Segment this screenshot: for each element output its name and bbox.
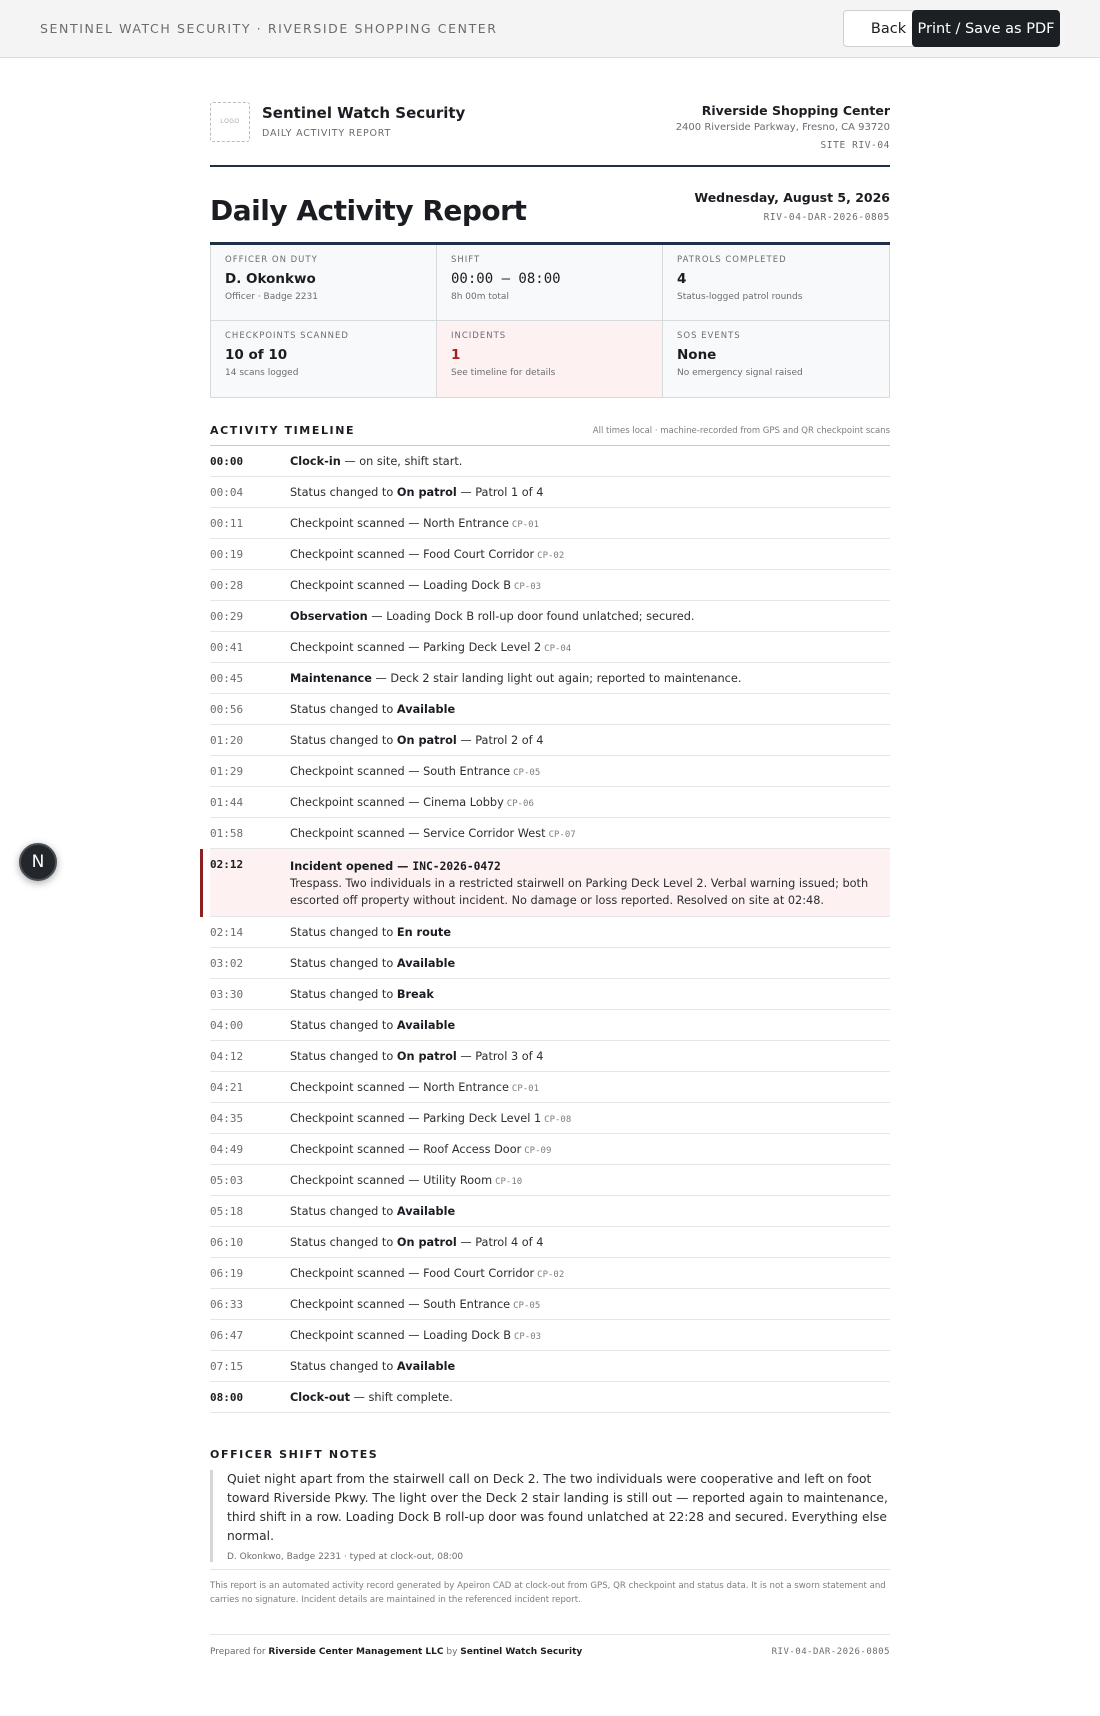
event-prefix: Checkpoint scanned — <box>290 1298 424 1311</box>
event-prefix: Status changed to <box>290 1050 397 1063</box>
company-name: Sentinel Watch Security <box>262 104 466 122</box>
timeline-row <box>210 1010 890 1041</box>
logo-placeholder: LOGO <box>210 102 250 142</box>
event-prefix: Status changed to <box>290 1236 397 1249</box>
timeline-time: 03:02 <box>210 957 244 970</box>
summary-sub: See timeline for details <box>451 368 556 378</box>
notes-heading: OFFICER SHIFT NOTES <box>210 1448 379 1461</box>
event-prefix: Checkpoint scanned — <box>290 1174 424 1187</box>
timeline-time: 06:47 <box>210 1329 244 1342</box>
timeline-description <box>290 610 694 623</box>
timeline-time: 05:18 <box>210 1205 244 1218</box>
timeline-time: 03:30 <box>210 988 244 1001</box>
event-keyword: Break <box>396 988 434 1001</box>
event-prefix: Status changed to <box>290 926 397 939</box>
timeline-time: 08:00 <box>210 1391 244 1404</box>
timeline-description <box>290 957 455 970</box>
summary-label: CHECKPOINTS SCANNED <box>225 331 349 341</box>
disclaimer-text: This report is an automated activity record generated by Apeiron CAD at clock-out from GPS, QR checkpoint and status data. It is not a sworn statement and carries no signature. Incident details are maintained in the referenced incident report. <box>210 1581 886 1605</box>
event-prefix: Status changed to <box>290 988 397 1001</box>
event-prefix: Status changed to <box>290 1360 397 1373</box>
timeline-time: 01:44 <box>210 796 244 809</box>
timeline-row <box>210 1196 890 1227</box>
timeline-row <box>210 1134 890 1165</box>
timeline-description <box>290 1050 543 1063</box>
timeline-time: 00:04 <box>210 486 244 499</box>
event-detail: — shift complete. <box>350 1391 453 1404</box>
checkpoint-code: CP-04 <box>544 644 572 654</box>
timeline-row <box>210 1351 890 1382</box>
event-keyword: Available <box>396 1360 456 1373</box>
timeline-description <box>290 486 543 499</box>
event-detail: — Patrol 4 of 4 <box>456 1236 544 1249</box>
timeline-time: 04:49 <box>210 1143 244 1156</box>
timeline-time: 05:03 <box>210 1174 244 1187</box>
checkpoint-name: Food Court Corridor <box>423 1267 535 1280</box>
timeline-time: 07:15 <box>210 1360 244 1373</box>
timeline-incident-row <box>210 849 890 917</box>
summary-label: PATROLS COMPLETED <box>677 255 787 265</box>
checkpoint-code: CP-01 <box>511 520 539 530</box>
timeline-description <box>290 641 571 654</box>
summary-sos <box>663 321 889 397</box>
timeline-description <box>290 1329 541 1342</box>
page-title: Daily Activity Report <box>210 194 527 227</box>
event-prefix: Status changed to <box>290 486 397 499</box>
toolbar-title: SENTINEL WATCH SECURITY · RIVERSIDE SHOPPING CENTER <box>40 21 498 36</box>
event-prefix: Checkpoint scanned — <box>290 641 424 654</box>
event-detail: — Patrol 1 of 4 <box>456 486 544 499</box>
summary-label: OFFICER ON DUTY <box>225 255 318 265</box>
assistant-fab-button[interactable]: N <box>19 843 57 881</box>
timeline-row <box>210 694 890 725</box>
timeline-description <box>290 672 741 685</box>
timeline-time: 00:45 <box>210 672 244 685</box>
event-prefix: Checkpoint scanned — <box>290 1329 424 1342</box>
timeline-description <box>290 1236 543 1249</box>
timeline-description <box>290 734 543 747</box>
activity-timeline <box>210 445 890 1413</box>
header-divider <box>210 165 890 167</box>
event-keyword: Clock-in <box>290 455 341 468</box>
timeline-row <box>210 570 890 601</box>
footer-vendor: Sentinel Watch Security <box>460 1647 583 1657</box>
summary-value: 1 <box>451 347 461 363</box>
timeline-time: 06:19 <box>210 1267 244 1280</box>
checkpoint-name: Parking Deck Level 1 <box>423 1112 542 1125</box>
timeline-description <box>290 1360 455 1373</box>
timeline-time: 00:00 <box>210 455 244 468</box>
timeline-time: 04:35 <box>210 1112 244 1125</box>
site-code: SITE RIV-04 <box>820 140 890 151</box>
timeline-description <box>290 926 451 939</box>
checkpoint-name: Utility Room <box>423 1174 493 1187</box>
event-keyword: Maintenance <box>290 672 372 685</box>
timeline-description <box>290 796 534 809</box>
checkpoint-code: CP-08 <box>544 1115 572 1125</box>
timeline-time: 00:28 <box>210 579 244 592</box>
notes-text: Quiet night apart from the stairwell call on Deck 2. The two individuals were cooperative and left on foot toward Riverside Pkwy. The light over the Deck 2 stair landing is still out — reported again to maintenance, third shift in a row. Loading Dock B roll-up door was found unlatched at 22:28 and secured. Everything else normal. <box>227 1472 888 1543</box>
event-prefix: Checkpoint scanned — <box>290 827 424 840</box>
event-prefix: Status changed to <box>290 1019 397 1032</box>
event-prefix: Checkpoint scanned — <box>290 1081 424 1094</box>
checkpoint-code: CP-07 <box>548 830 576 840</box>
summary-value: D. Okonkwo <box>225 271 316 287</box>
summary-sub: Officer · Badge 2231 <box>225 292 318 302</box>
summary-checkpoints <box>211 321 437 397</box>
event-keyword: On patrol <box>396 1236 457 1249</box>
event-prefix: Checkpoint scanned — <box>290 1143 424 1156</box>
timeline-row <box>210 539 890 570</box>
checkpoint-name: North Entrance <box>423 517 509 530</box>
event-detail: — Patrol 3 of 4 <box>456 1050 544 1063</box>
summary-incidents <box>437 321 663 397</box>
event-detail: — on site, shift start. <box>340 455 463 468</box>
timeline-row <box>210 1227 890 1258</box>
event-keyword: En route <box>396 926 451 939</box>
event-prefix: Status changed to <box>290 957 397 970</box>
summary-label: INCIDENTS <box>451 331 507 341</box>
print-button[interactable]: Print / Save as PDF <box>912 10 1060 47</box>
checkpoint-name: Loading Dock B <box>423 579 511 592</box>
timeline-description <box>290 455 462 468</box>
timeline-time: 01:29 <box>210 765 244 778</box>
checkpoint-code: CP-05 <box>513 768 541 778</box>
timeline-row <box>210 1382 890 1413</box>
footer-by: by <box>443 1647 461 1657</box>
timeline-time: 00:56 <box>210 703 244 716</box>
checkpoint-name: South Entrance <box>423 765 511 778</box>
timeline-time: 04:12 <box>210 1050 244 1063</box>
timeline-description <box>290 517 539 530</box>
event-detail: — Loading Dock B roll-up door found unlatched; secured. <box>367 610 695 623</box>
timeline-row <box>210 446 890 477</box>
timeline-row <box>210 756 890 787</box>
event-prefix: Checkpoint scanned — <box>290 796 424 809</box>
timeline-row <box>210 917 890 948</box>
report-id: RIV-04-DAR-2026-0805 <box>763 212 890 223</box>
summary-grid <box>210 245 890 398</box>
checkpoint-code: CP-02 <box>537 1270 565 1280</box>
timeline-row <box>210 1165 890 1196</box>
timeline-row <box>210 1072 890 1103</box>
timeline-description <box>290 1112 571 1125</box>
checkpoint-name: Cinema Lobby <box>423 796 504 809</box>
checkpoint-code: CP-01 <box>511 1084 539 1094</box>
event-prefix: Checkpoint scanned — <box>290 548 424 561</box>
event-keyword: Available <box>396 703 456 716</box>
timeline-time: 02:12 <box>210 858 244 871</box>
footer-prepared-for <box>210 1647 582 1657</box>
checkpoint-code: CP-02 <box>537 551 565 561</box>
summary-officer <box>211 245 437 321</box>
incident-body: Trespass. Two individuals in a restricted stairwell on Parking Deck Level 2. Verbal warning issued; both escorted off property without incident. No damage or loss reported. Resolved on site at 02:48. <box>290 877 869 907</box>
event-prefix: Checkpoint scanned — <box>290 1112 424 1125</box>
timeline-row <box>210 787 890 818</box>
checkpoint-code: CP-10 <box>495 1177 523 1187</box>
timeline-description <box>290 858 890 909</box>
site-name: Riverside Shopping Center <box>701 103 890 118</box>
timeline-row <box>210 1289 890 1320</box>
timeline-time: 06:33 <box>210 1298 244 1311</box>
event-prefix: Status changed to <box>290 1205 397 1218</box>
timeline-time: 00:19 <box>210 548 244 561</box>
event-prefix: Checkpoint scanned — <box>290 517 424 530</box>
event-keyword: Available <box>396 1205 456 1218</box>
timeline-time: 02:14 <box>210 926 244 939</box>
checkpoint-name: Parking Deck Level 2 <box>423 641 542 654</box>
timeline-time: 04:21 <box>210 1081 244 1094</box>
timeline-heading: ACTIVITY TIMELINE <box>210 424 356 437</box>
summary-label: SOS EVENTS <box>677 331 741 341</box>
timeline-description <box>290 1081 539 1094</box>
checkpoint-name: North Entrance <box>423 1081 509 1094</box>
summary-sub: 8h 00m total <box>451 292 509 302</box>
checkpoint-code: CP-03 <box>513 1332 542 1342</box>
timeline-description <box>290 1205 455 1218</box>
timeline-row <box>210 1103 890 1134</box>
timeline-row <box>210 663 890 694</box>
checkpoint-code: CP-05 <box>513 1301 541 1311</box>
timeline-row <box>210 818 890 849</box>
incident-label: Incident opened — <box>290 860 413 873</box>
event-detail: — Patrol 2 of 4 <box>456 734 544 747</box>
event-keyword: On patrol <box>396 1050 457 1063</box>
event-keyword: Observation <box>290 610 368 623</box>
top-toolbar <box>0 0 1100 58</box>
company-subtitle: DAILY ACTIVITY REPORT <box>262 128 392 139</box>
summary-value: 00:00 – 08:00 <box>451 271 561 287</box>
event-keyword: Clock-out <box>290 1391 351 1404</box>
summary-label: SHIFT <box>451 255 481 265</box>
checkpoint-name: Roof Access Door <box>423 1143 522 1156</box>
summary-sub: No emergency signal raised <box>677 368 803 378</box>
event-prefix: Checkpoint scanned — <box>290 579 424 592</box>
incident-heading <box>290 858 890 875</box>
timeline-row <box>210 601 890 632</box>
back-button[interactable]: Back <box>843 10 934 47</box>
timeline-description <box>290 703 455 716</box>
event-keyword: On patrol <box>396 734 457 747</box>
event-keyword: On patrol <box>396 486 457 499</box>
timeline-time: 00:41 <box>210 641 244 654</box>
timeline-row <box>210 632 890 663</box>
notes-signature: D. Okonkwo, Badge 2231 · typed at clock-out, 08:00 <box>227 1552 464 1562</box>
incident-id: INC-2026-0472 <box>412 860 501 873</box>
timeline-description <box>290 1298 540 1311</box>
disclaimer-divider <box>210 1569 890 1570</box>
timeline-row <box>210 1320 890 1351</box>
event-detail: — Deck 2 stair landing light out again; reported to maintenance. <box>371 672 742 685</box>
timeline-row <box>210 725 890 756</box>
checkpoint-code: CP-06 <box>506 799 534 809</box>
event-keyword: Available <box>396 957 456 970</box>
timeline-description <box>290 765 540 778</box>
summary-sub: Status-logged patrol rounds <box>677 292 803 302</box>
timeline-description <box>290 1267 564 1280</box>
timeline-row <box>210 477 890 508</box>
timeline-description <box>290 1143 551 1156</box>
timeline-note: All times local · machine-recorded from GPS and QR checkpoint scans <box>592 426 890 436</box>
checkpoint-name: Loading Dock B <box>423 1329 511 1342</box>
officer-notes <box>210 1470 890 1562</box>
timeline-row <box>210 948 890 979</box>
summary-shift <box>437 245 663 321</box>
timeline-time: 06:10 <box>210 1236 244 1249</box>
timeline-description <box>290 579 541 592</box>
footer-client: Riverside Center Management LLC <box>268 1647 444 1657</box>
footer-divider <box>210 1634 890 1635</box>
checkpoint-name: Service Corridor West <box>423 827 546 840</box>
timeline-description <box>290 1019 455 1032</box>
site-address: 2400 Riverside Parkway, Fresno, CA 93720 <box>675 122 890 133</box>
checkpoint-code: CP-03 <box>513 582 542 592</box>
event-prefix: Status changed to <box>290 703 397 716</box>
summary-value: None <box>677 347 717 363</box>
checkpoint-code: CP-09 <box>524 1146 552 1156</box>
footer-report-id: RIV-04-DAR-2026-0805 <box>771 1647 890 1657</box>
timeline-time: 01:20 <box>210 734 244 747</box>
timeline-time: 00:11 <box>210 517 244 530</box>
timeline-time: 04:00 <box>210 1019 244 1032</box>
event-keyword: Available <box>396 1019 456 1032</box>
timeline-time: 01:58 <box>210 827 244 840</box>
timeline-description <box>290 988 434 1001</box>
summary-sub: 14 scans logged <box>225 368 299 378</box>
report-date: Wednesday, August 5, 2026 <box>694 190 890 205</box>
checkpoint-name: South Entrance <box>423 1298 511 1311</box>
timeline-time: 00:29 <box>210 610 244 623</box>
timeline-description <box>290 548 564 561</box>
timeline-row <box>210 979 890 1010</box>
summary-value: 4 <box>677 271 687 287</box>
timeline-description <box>290 1174 522 1187</box>
timeline-row <box>210 1041 890 1072</box>
timeline-row <box>210 1258 890 1289</box>
event-prefix: Checkpoint scanned — <box>290 1267 424 1280</box>
footer-prefix: Prepared for <box>210 1647 269 1657</box>
timeline-description <box>290 827 576 840</box>
event-prefix: Status changed to <box>290 734 397 747</box>
timeline-description <box>290 1391 453 1404</box>
summary-value: 10 of 10 <box>225 347 288 363</box>
summary-patrols <box>663 245 889 321</box>
timeline-row <box>210 508 890 539</box>
event-prefix: Checkpoint scanned — <box>290 765 424 778</box>
checkpoint-name: Food Court Corridor <box>423 548 535 561</box>
